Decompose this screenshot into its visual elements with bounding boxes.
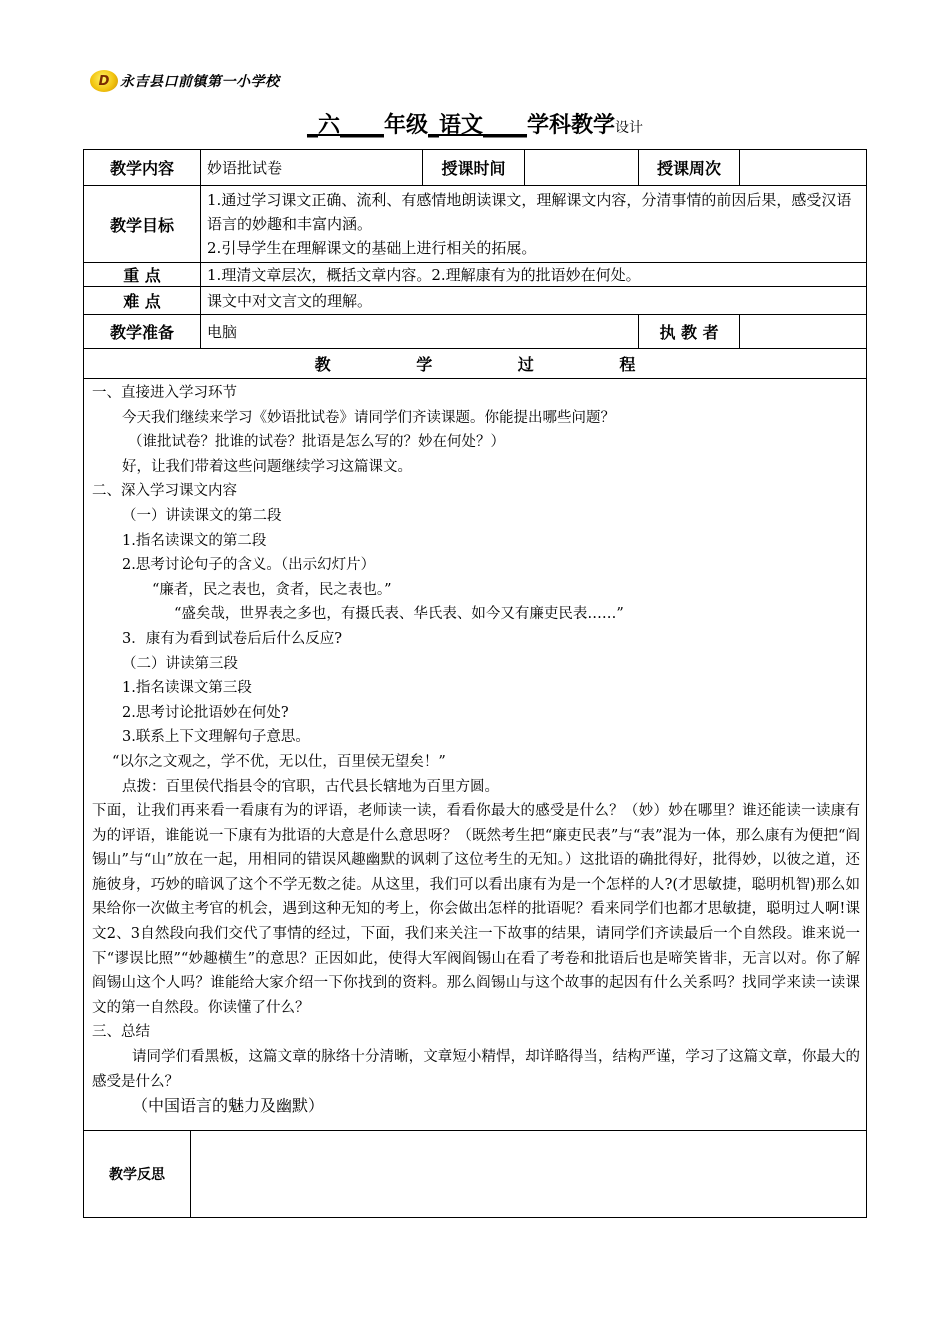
- teacher-label: 执 教 者: [639, 315, 740, 349]
- process-heading-char: 程: [619, 355, 636, 374]
- school-name: 永吉县口前镇第一小学校: [120, 74, 280, 90]
- process-line: 3．康有为看到试卷后后什么反应?: [122, 630, 342, 647]
- subsection-heading: （二）讲读第三段: [122, 655, 238, 672]
- school-emblem-icon: D: [90, 70, 118, 92]
- key-value: 1.理清文章层次，概括文章内容。2.理解康有为的批语妙在何处。: [201, 263, 867, 287]
- process-line: 好，让我们带着这些问题继续学习这篇课文。: [122, 458, 412, 475]
- goal-item-1: 1.通过学习课文正确、流利、有感情地朗读课文，理解课文内容，分清事情的前因后果，感受汉语语言的妙趣和丰富内涵。: [207, 191, 852, 233]
- title-subject-blank: _语文____: [428, 113, 528, 138]
- process-line: 3.联系上下文理解句子意思。: [122, 729, 310, 746]
- subsection-heading: （一）讲读课文的第二段: [122, 507, 282, 524]
- week-value: [740, 150, 867, 186]
- process-line: 点拨：百里侯代指县令的官职，古代县长辖地为百里方圆。: [122, 778, 499, 795]
- title-design: 设计: [615, 120, 644, 136]
- title-grade-suffix: 年级: [383, 113, 428, 138]
- process-heading-char: 过: [517, 355, 534, 374]
- process-line: 今天我们继续来学习《妙语批试卷》请同学们齐读课题。你能提出哪些问题？: [122, 409, 615, 426]
- process-line: 2.思考讨论批语妙在何处?: [122, 704, 289, 721]
- section-heading: 三、总结: [92, 1024, 150, 1041]
- process-heading-char: 学: [416, 355, 433, 374]
- time-label: 授课时间: [423, 150, 525, 186]
- reflection-value: [191, 1131, 867, 1218]
- title-grade-blank: _六____: [306, 113, 384, 138]
- process-line: （谁批试卷？批谁的试卷？批语是怎么写的？妙在何处？）: [128, 434, 505, 451]
- reflection-label: 教学反思: [84, 1131, 191, 1218]
- quote-line: “廉者，民之表也，贪者，民之表也。”: [152, 581, 392, 598]
- process-line: 2.思考讨论句子的含义。（出示幻灯片）: [122, 557, 376, 574]
- key-label: 重 点: [84, 263, 201, 287]
- page-title: [0, 108, 950, 139]
- lesson-plan-table: [83, 149, 867, 1218]
- quote-line: “盛矣哉，世界表之多也，有摄氏表、华氏表、如今又有廉吏民表……”: [174, 606, 624, 623]
- goal-value: [201, 186, 867, 263]
- section-heading: 二、深入学习课文内容: [92, 483, 237, 500]
- time-value: [525, 150, 639, 186]
- process-body: [84, 379, 867, 1131]
- teacher-value: [740, 315, 867, 349]
- process-line: 1.指名读课文的第二段: [122, 532, 267, 549]
- process-heading-char: 教: [314, 355, 331, 374]
- quote-line: “以尔之文观之，学不优，无以仕，百里侯无望矣！”: [112, 753, 446, 770]
- process-paragraph: 下面，让我们再来看一看康有为的评语，老师读一读，看看你最大的感受是什么？（妙）妙在哪里？谁还能读一读康有为的评语，谁能说一下康有为批语的大意是什么意思呀？（既然考生把“廉吏民表”与“表”混为一体，那么康有为便把“阎锡山”与“山”放在一起，用相同的错误风趣幽默的讽刺了这位考生的无知。）这批语的确批得好，批得妙，以彼之道，还施彼身，巧妙的暗讽了这个不学无数之徒。从这里，我们可以看出康有为是一个怎样的人?(才思敏捷，聪明机智)那么如果给你一次做主考官的机会，遇到这种无知的考上，你会做出怎样的批语呢？看来同学们也都才思敏捷，聪明过人啊!课文2、3自然段向我们交代了事情的经过，下面，我们来关注一下故事的结果，请同学们齐读最后一个自然段。谁来说一下“谬误比照”“妙趣横生”的意思？正因如此，使得大军阀阎锡山在看了考卷和批语后也是啼笑皆非，无言以对。你了解阎锡山这个人吗？谁能给大家介绍一下你找到的资料。那么阎锡山与这个故事的起因有什么关系吗？找同学来读一读课文的第一自然段。你读懂了什么？: [92, 803, 861, 1016]
- process-line: （中国语言的魅力及幽默）: [132, 1096, 325, 1116]
- difficulty-label: 难 点: [84, 287, 201, 315]
- section-heading: 一、直接进入学习环节: [92, 385, 237, 401]
- prep-value: 电脑: [201, 315, 639, 349]
- school-logo: [90, 68, 280, 94]
- process-heading: [84, 349, 867, 379]
- process-paragraph: 请同学们看黑板，这篇文章的脉络十分清晰，文章短小精悍，却详略得当，结构严谨，学习了这篇文章，你最大的感受是什么？: [92, 1049, 861, 1090]
- process-line: 1.指名读课文第三段: [122, 680, 252, 697]
- goal-item-2: 2.引导学生在理解课文的基础上进行相关的拓展。: [207, 239, 537, 257]
- difficulty-value: 课文中对文言文的理解。: [201, 287, 867, 315]
- title-subject-suffix: 学科教学: [527, 113, 616, 138]
- prep-label: 教学准备: [84, 315, 201, 349]
- content-value: 妙语批试卷: [201, 150, 423, 186]
- content-label: 教学内容: [84, 150, 201, 186]
- week-label: 授课周次: [639, 150, 740, 186]
- goal-label: 教学目标: [84, 186, 201, 263]
